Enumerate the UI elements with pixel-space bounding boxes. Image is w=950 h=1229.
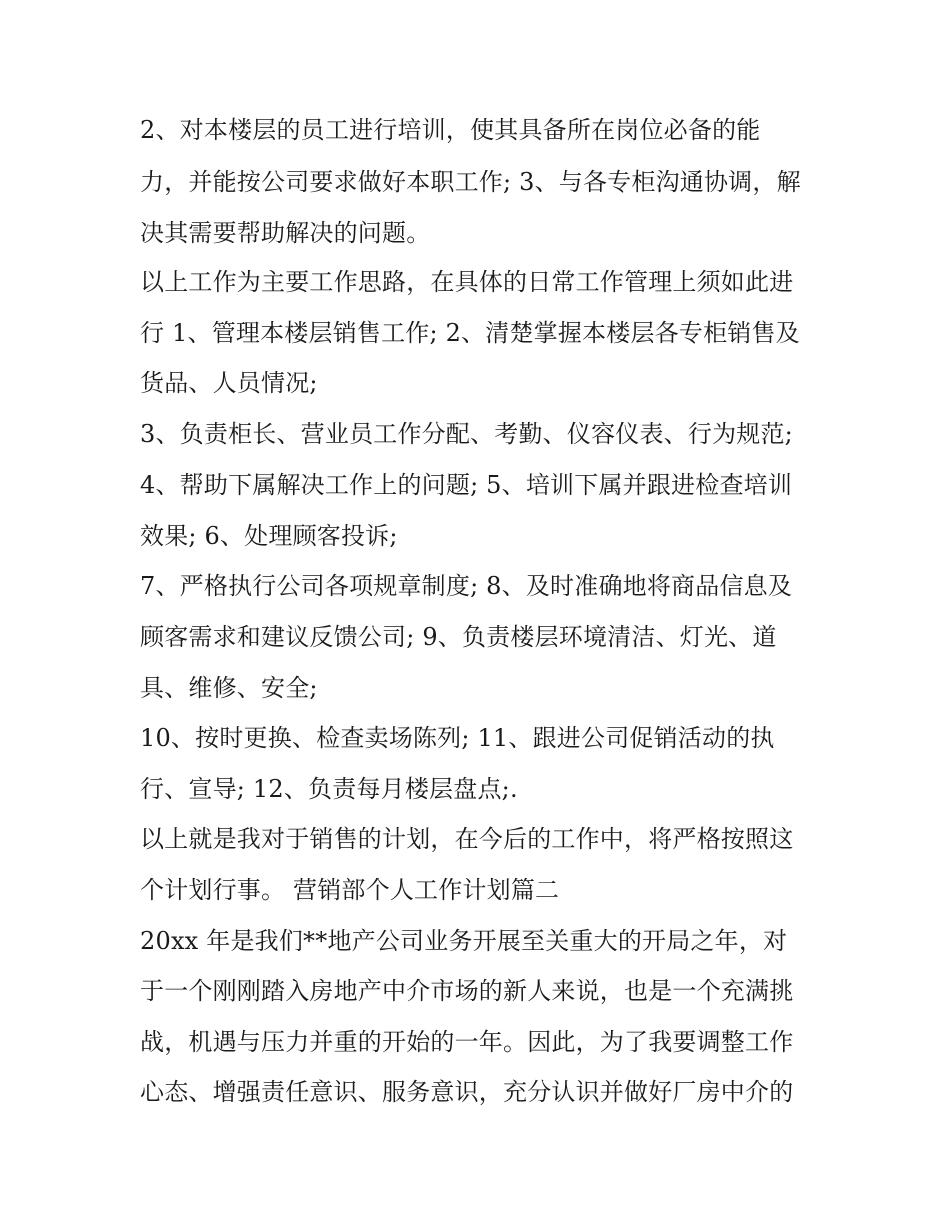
text-line: 10、按时更换、检查卖场陈列; 11、跟进公司促销活动的执	[140, 724, 775, 752]
text-line: 个计划行事。 营销部个人工作计划篇二	[140, 876, 560, 904]
text-line: 顾客需求和建议反馈公司; 9、负责楼层环境清洁、灯光、道	[140, 623, 777, 651]
text-line: 7、严格执行公司各项规章制度; 8、及时准确地将商品信息及	[140, 572, 793, 600]
text-line: 行、宣导; 12、负责每月楼层盘点;.	[140, 775, 518, 803]
text-line: 2、对本楼层的员工进行培训，使其具备所在岗位必备的能	[140, 116, 761, 144]
text-line: 力，并能按公司要求做好本职工作; 3、与各专柜沟通协调，解	[140, 168, 801, 196]
text-line: 于一个刚刚踏入房地产中介市场的新人来说，也是一个充满挑	[140, 977, 794, 1005]
text-line: 具、维修、安全;	[140, 674, 318, 702]
text-line: 以上就是我对于销售的计划，在今后的工作中，将严格按照这	[140, 825, 794, 853]
text-line: 行 1、管理本楼层销售工作; 2、清楚掌握本楼层各专柜销售及	[140, 319, 800, 347]
text-line: 4、帮助下属解决工作上的问题; 5、培训下属并跟进检查培训	[140, 471, 793, 499]
text-line: 货品、人员情况;	[140, 369, 318, 397]
text-line: 战，机遇与压力并重的开始的一年。因此，为了我要调整工作	[140, 1028, 794, 1056]
text-line: 20xx 年是我们**地产公司业务开展至关重大的开局之年，对	[140, 927, 788, 955]
text-line: 3、负责柜长、营业员工作分配、考勤、仪容仪表、行为规范;	[140, 420, 793, 448]
text-line: 决其需要帮助解决的问题。	[140, 219, 431, 247]
text-line: 以上工作为主要工作思路，在具体的日常工作管理上须如此进	[140, 268, 794, 296]
text-line: 心态、增强责任意识、服务意识，充分认识并做好厂房中介的	[140, 1078, 794, 1106]
text-line: 效果; 6、处理顾客投诉;	[140, 522, 398, 550]
